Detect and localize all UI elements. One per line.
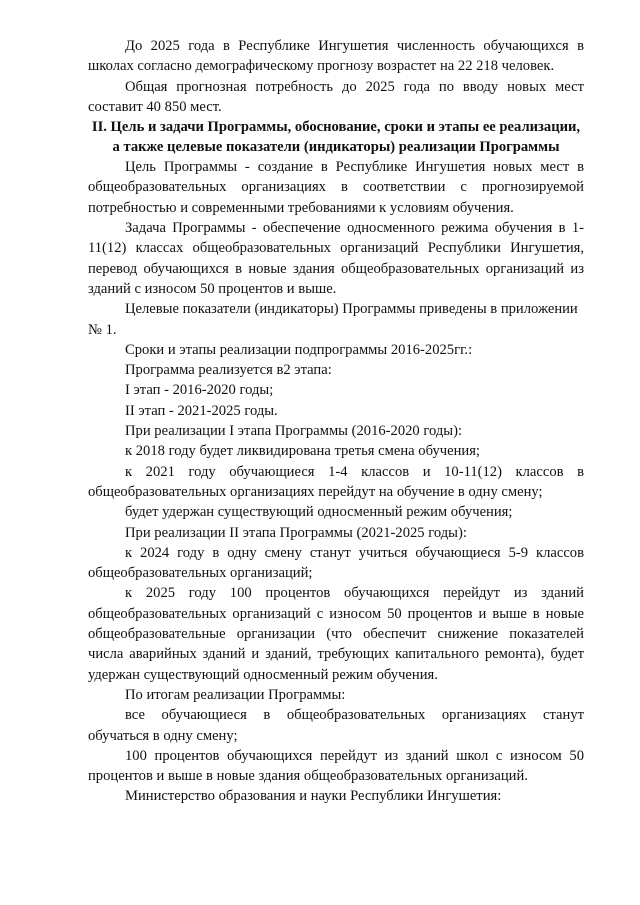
paragraph-stage-one: I этап - 2016-2020 годы; [125, 382, 274, 399]
paragraph-student-forecast: До 2025 года в Республике Ингушетия численность обучающихся в школах согласно демографическому прогнозу возрастет на 22 218 человек. [88, 38, 584, 75]
paragraph-program-task: Задача Программы - обеспечение односменного режима обучения в 1-11(12) классах общеобразовательных организаций Республики Ингушетия, перевод обучающихся в новые здания общеобразовательных организаций из зданий с износом 50 процентов и выше. [88, 220, 584, 297]
document-page [88, 36, 584, 807]
list-item-keep-one-shift: будет удержан существующий односменный режим обучения; [125, 504, 513, 521]
paragraph-stages-count: Программа реализуется в2 этапа: [125, 362, 332, 379]
paragraph-stage-one-intro: При реализации I этапа Программы (2016-2020 годы): [125, 423, 463, 440]
paragraph-program-goal: Цель Программы - создание в Республике Ингушетия новых мест в общеобразовательных организациях в соответствии с прогнозируемой потребностью и современными требованиями к условиям обучения. [88, 159, 584, 216]
list-item-third-shift: к 2018 году будет ликвидирована третья смена обучения; [125, 443, 480, 460]
list-item-all-one-shift: все обучающиеся в общеобразовательных организациях станут обучаться в одну смену; [88, 707, 584, 744]
paragraph-terms-stages: Сроки и этапы реализации подпрограммы 2016-2025гг.: [125, 341, 473, 358]
paragraph-stage-two: II этап - 2021-2025 годы. [125, 402, 278, 419]
paragraph-ministry: Министерство образования и науки Республики Ингушетия: [125, 788, 502, 805]
list-item-full-relocation: 100 процентов обучающихся перейдут из зданий школ с износом 50 процентов и выше в новые здания общеобразовательных организаций. [88, 747, 584, 785]
paragraph-new-places-need: Общая прогнозная потребность до 2025 года по вводу новых мест составит 40 850 мест. [88, 78, 584, 115]
paragraph-stage-two-intro: При реализации II этапа Программы (2021-2025 годы): [125, 524, 467, 541]
list-item-relocation-2025: к 2025 году 100 процентов обучающихся перейдут из зданий общеобразовательных организаций с износом 50 процентов и выше в новые общеобразовательные организации (что обеспечит снижение показателей числа аварийных зданий и зданий, требующих капитального ремонта), будет удержан существующий односменный режим обучения. [88, 585, 584, 683]
paragraph-target-indicators: Целевые показатели (индикаторы) Программы приведены в приложении № 1. [88, 301, 578, 338]
paragraph-results-intro: По итогам реализации Программы: [125, 686, 346, 703]
section-heading: II. Цель и задачи Программы, обоснование, сроки и этапы ее реализации, а также целевые показатели (индикаторы) реализации Программы [91, 119, 581, 156]
list-item-one-shift-2024: к 2024 году в одну смену станут учиться обучающиеся 5-9 классов общеобразовательных организаций; [88, 544, 584, 582]
list-item-one-shift-2021: к 2021 году обучающиеся 1-4 классов и 10-11(12) классов в общеобразовательных организациях перейдут на обучение в одну смену; [88, 463, 584, 500]
